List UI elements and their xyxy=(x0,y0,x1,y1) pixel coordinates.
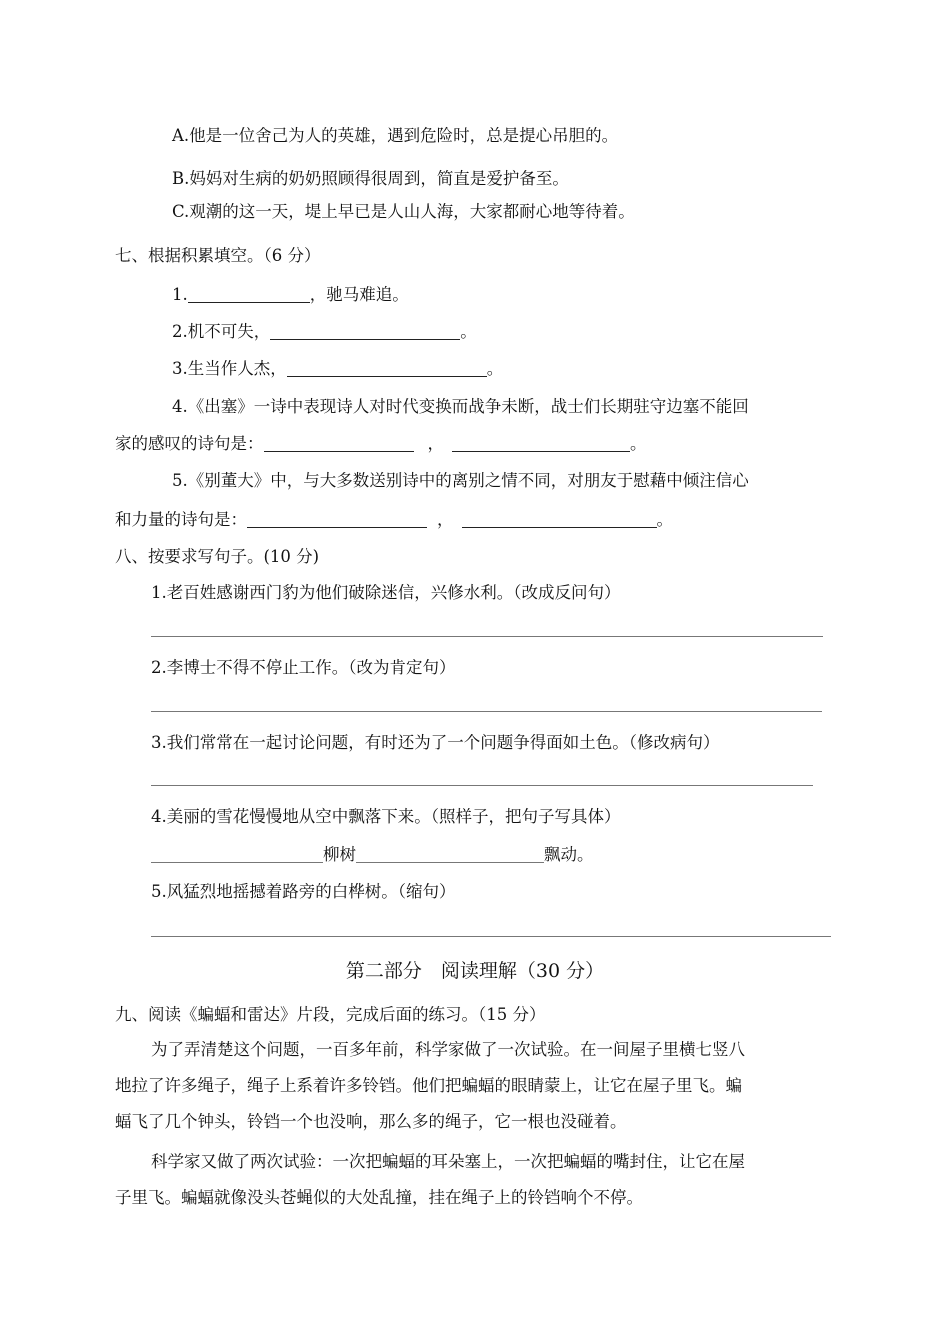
answer-line[interactable] xyxy=(151,936,831,937)
fill-blank[interactable] xyxy=(188,286,310,303)
q7-item5-sep: ， xyxy=(437,510,454,529)
q9-para1-line1: 为了弄清楚这个问题，一百多年前，科学家做了一次试验。在一间屋子里横七竖八 xyxy=(151,1040,745,1059)
answer-line[interactable] xyxy=(151,636,823,637)
q7-item5-line1: 5.《别董大》中，与大多数送别诗中的离别之情不同，对朋友于慰藉中倾注信心 xyxy=(172,471,749,490)
q7-item2 xyxy=(172,320,477,344)
q7-item1-text: ，驰马难追。 xyxy=(309,285,409,304)
fill-blank[interactable] xyxy=(356,846,544,863)
q8-item4-template xyxy=(151,843,594,867)
q7-item5-line2 xyxy=(115,508,673,532)
answer-line[interactable] xyxy=(151,711,822,712)
option-b: B.妈妈对生病的奶奶照顾得很周到，简直是爱护备至。 xyxy=(172,169,569,188)
q9-para2-line1: 科学家又做了两次试验：一次把蝙蝠的耳朵塞上，一次把蝙蝠的嘴封住，让它在屋 xyxy=(151,1152,745,1171)
fill-blank[interactable] xyxy=(264,435,414,452)
q7-item3-text: 3.生当作人杰， xyxy=(172,359,287,378)
q7-item2-text: 2.机不可失， xyxy=(172,322,271,341)
fill-blank[interactable] xyxy=(247,511,427,528)
q7-item3-end: 。 xyxy=(486,359,504,378)
q7-heading: 七、根据积累填空。（6 分） xyxy=(115,246,321,265)
fill-blank[interactable] xyxy=(452,435,630,452)
fill-blank[interactable] xyxy=(462,511,657,528)
q7-item3 xyxy=(172,357,503,381)
q7-item4-prompt: 家的感叹的诗句是： xyxy=(115,434,264,453)
q8-item4-mid: 柳树 xyxy=(323,845,356,864)
q9-para1-line2: 地拉了许多绳子，绳子上系着许多铃铛。他们把蝙蝠的眼睛蒙上，让它在屋子里飞。蝙 xyxy=(115,1076,742,1095)
fill-blank[interactable] xyxy=(287,360,487,377)
option-c: C.观潮的这一天，堤上早已是人山人海，大家都耐心地等待着。 xyxy=(172,202,635,221)
q7-item4-line1: 4.《出塞》一诗中表现诗人对时代变换而战争未断，战士们长期驻守边塞不能回 xyxy=(172,397,749,416)
q7-item5-end: 。 xyxy=(656,510,673,529)
q8-item1: 1.老百姓感谢西门豹为他们破除迷信，兴修水利。（改成反问句） xyxy=(151,583,621,602)
part2-title: 第二部分 阅读理解（30 分） xyxy=(345,960,605,982)
q9-para2-line2: 子里飞。蝙蝠就像没头苍蝇似的大处乱撞，挂在绳子上的铃铛响个不停。 xyxy=(115,1188,643,1207)
q7-item1-number: 1. xyxy=(172,285,188,304)
option-a: A.他是一位舍己为人的英雄，遇到危险时，总是提心吊胆的。 xyxy=(172,126,619,145)
q7-item2-end: 。 xyxy=(460,322,477,341)
q8-item4: 4.美丽的雪花慢慢地从空中飘落下来。（照样子，把句子写具体） xyxy=(151,807,621,826)
q8-item4-end: 飘动。 xyxy=(544,845,594,864)
q9-heading: 九、阅读《蝙蝠和雷达》片段，完成后面的练习。（15 分） xyxy=(115,1005,546,1024)
q8-item3: 3.我们常常在一起讨论问题，有时还为了一个问题争得面如土色。（修改病句） xyxy=(151,733,720,752)
fill-blank[interactable] xyxy=(151,846,323,863)
answer-line[interactable] xyxy=(151,785,813,786)
q7-item4-sep: ， xyxy=(427,434,444,453)
q9-para1-line3: 蝠飞了几个钟头，铃铛一个也没响，那么多的绳子，它一根也没碰着。 xyxy=(115,1112,627,1131)
q7-item5-prompt: 和力量的诗句是： xyxy=(115,510,247,529)
fill-blank[interactable] xyxy=(270,323,460,340)
q8-heading: 八、按要求写句子。(10 分) xyxy=(115,547,320,566)
q7-item1 xyxy=(172,283,409,307)
q7-item4-line2 xyxy=(115,432,647,456)
q8-item2: 2.李博士不得不停止工作。（改为肯定句） xyxy=(151,658,456,677)
q8-item5: 5.风猛烈地摇撼着路旁的白桦树。（缩句） xyxy=(151,882,456,901)
q7-item4-end: 。 xyxy=(630,434,647,453)
